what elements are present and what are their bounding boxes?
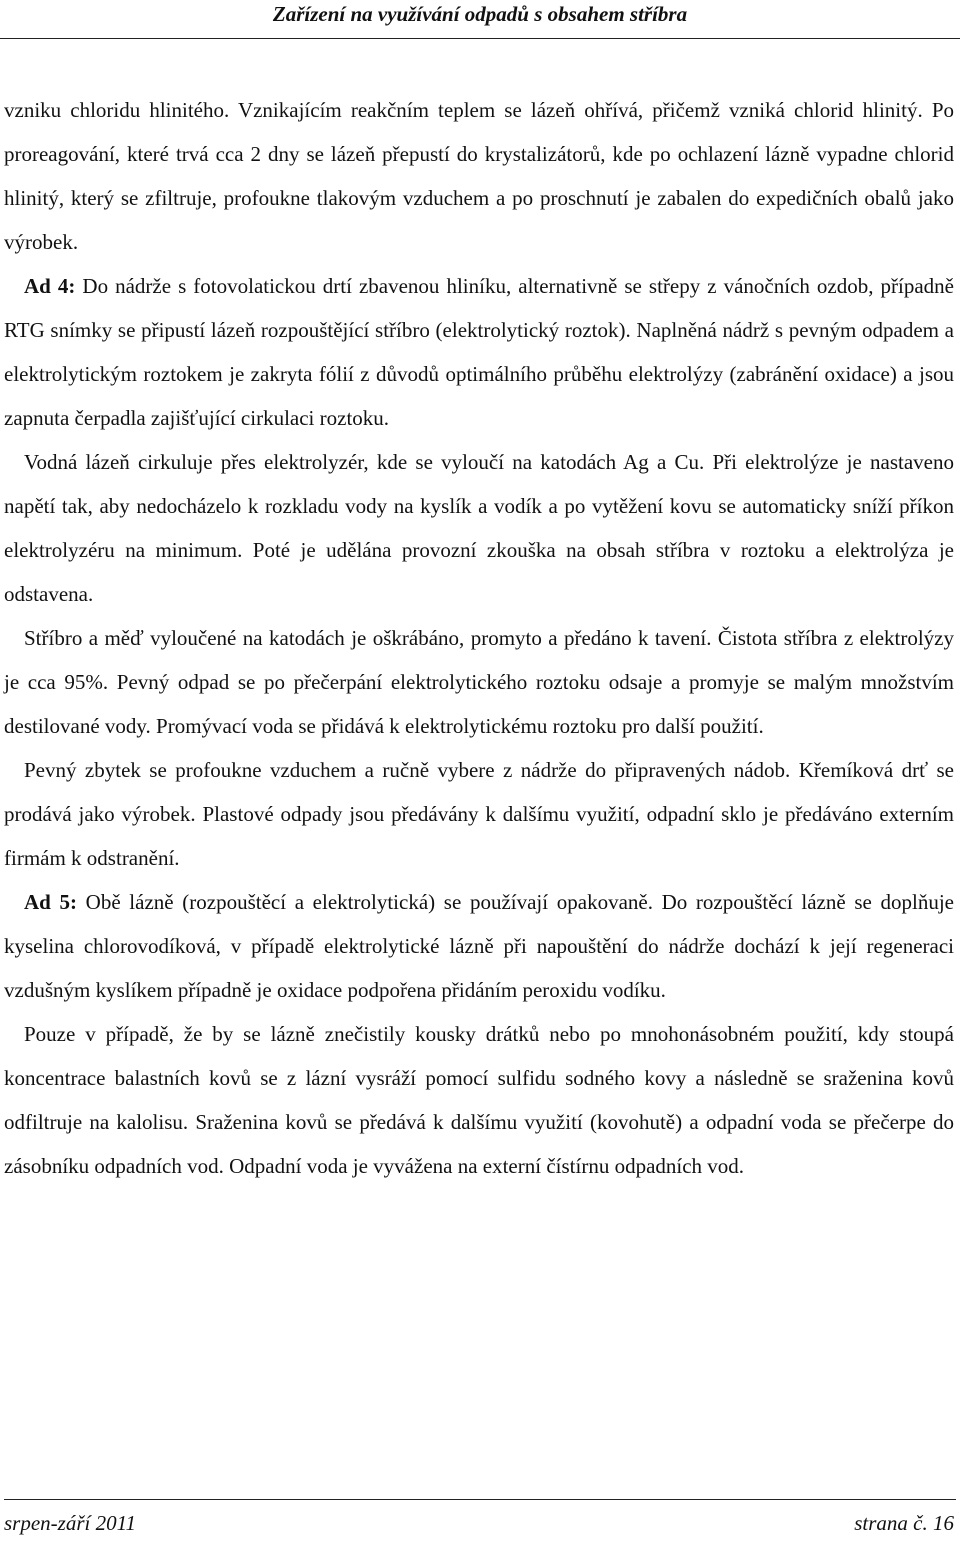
header-title: Zařízení na využívání odpadů s obsahem stříbra	[272, 2, 688, 26]
footer-rule	[4, 1499, 956, 1500]
ad5-text: Obě lázně (rozpouštěcí a elektrolytická) se používají opakovaně. Do rozpouštěcí lázně se doplňuje kyselina chlorovodíková, v případě elektrolytické lázně při napouštění do nádrže dochází k její regeneraci vzdušným kyslíkem případně je oxidace podpořena přidáním peroxidu vodíku.	[4, 890, 954, 1002]
page-header	[0, 0, 960, 40]
page-number: strana č. 16	[854, 1511, 954, 1535]
paragraph-5: Pevný zbytek se profoukne vzduchem a ručně vybere z nádrže do připravených nádob. Křemíková drť se prodává jako výrobek. Plastové odpady jsou předávány k dalšímu využití, odpadní sklo je předáváno externím firmám k odstranění.	[4, 758, 954, 870]
paragraph-4: Stříbro a měď vyloučené na katodách je oškrábáno, promyto a předáno k tavení. Čistota stříbra z elektrolýzy je cca 95%. Pevný odpad se po přečerpání elektrolytického roztoku odsaje a promyje se malým množstvím destilované vody. Promývací voda se přidává k elektrolytickému roztoku pro další použití.	[4, 626, 954, 738]
paragraph-1: vzniku chloridu hlinitého. Vznikajícím reakčním teplem se lázeň ohřívá, přičemž vzniká chlorid hlinitý. Po proreagování, které trvá cca 2 dny se lázeň přepustí do krystalizátorů, kde po ochlazení lázně vypadne chlorid hlinitý, který se zfiltruje, profoukne tlakovým vzduchem a po proschnutí je zabalen do expedičních obalů jako výrobek.	[4, 98, 954, 254]
paragraph-3: Vodná lázeň cirkuluje přes elektrolyzér, kde se vyloučí na katodách Ag a Cu. Při elektrolýze je nastaveno napětí tak, aby nedocházelo k rozkladu vody na kyslík a vodík a po vytěžení kovu se automaticky sníží příkon elektrolyzéru na minimum. Poté je udělána provozní zkouška na obsah stříbra v roztoku a elektrolýza je odstavena.	[4, 450, 954, 606]
ad4-text: Do nádrže s fotovolatickou drtí zbavenou hliníku, alternativně se střepy z vánočních ozdob, případně RTG snímky se připustí lázeň rozpouštějící stříbro (elektrolytický roztok). Naplněná nádrž s pevným odpadem a elektrolytickým roztokem je zakryta fólií z důvodů optimálního průběhu elektrolýzy (zabránění oxidace) a jsou zapnuta čerpadla zajišťující cirkulaci roztoku.	[4, 274, 954, 430]
footer-date: srpen-září 2011	[4, 1511, 137, 1535]
paragraph-7: Pouze v případě, že by se lázně znečistily kousky drátků nebo po mnohonásobném použití, kdy stoupá koncentrace balastních kovů se z lázní vysráží pomocí sulfidu sodného kovy a následně se sraženina kovů odfiltruje na kalolisu. Sraženina kovů se předává k dalšímu využití (kovohutě) a odpadní voda se přečerpe do zásobníku odpadních vod. Odpadní voda je vyvážena na externí čístírnu odpadních vod.	[4, 1022, 954, 1178]
document-body	[4, 88, 954, 1188]
ad5-label: Ad 5:	[24, 890, 77, 914]
header-rule	[0, 38, 960, 39]
paragraph-ad5	[4, 880, 954, 1012]
paragraph-ad4	[4, 264, 954, 440]
ad4-label: Ad 4:	[24, 274, 76, 298]
